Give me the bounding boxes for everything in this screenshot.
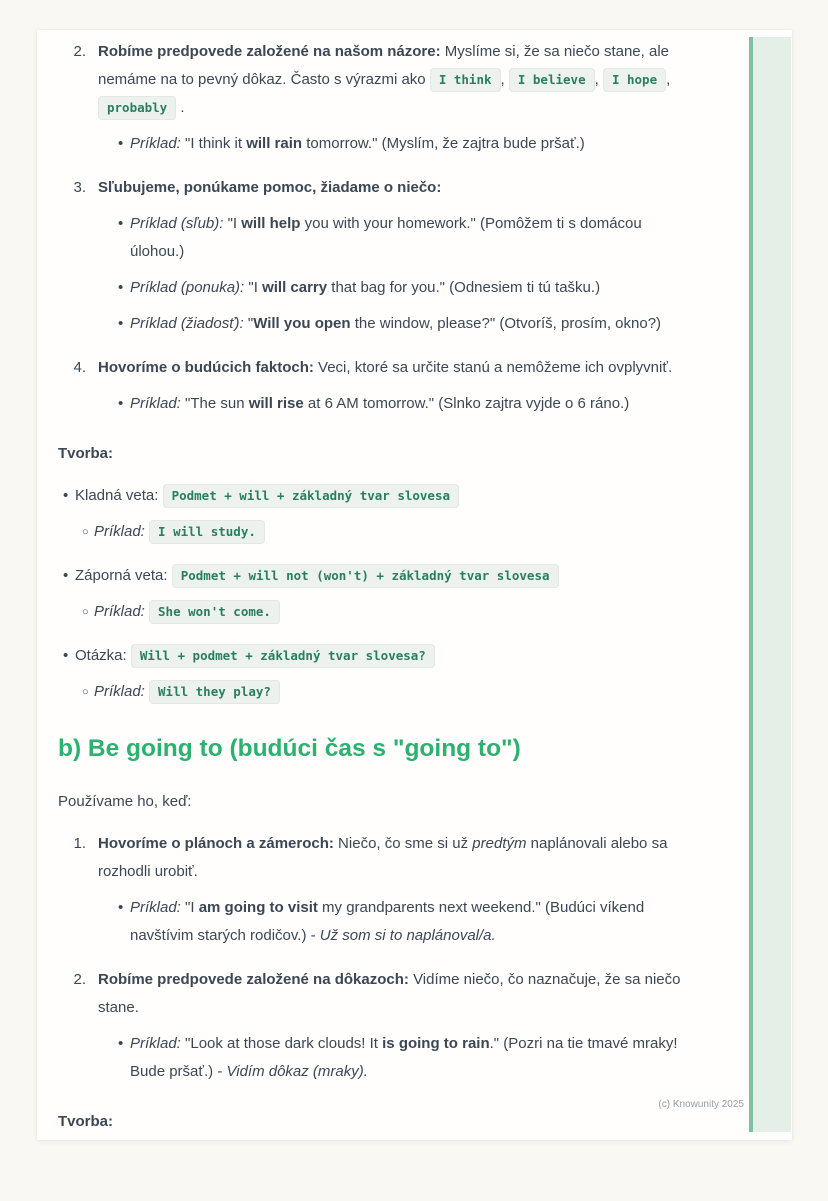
- example-bullet: [118, 310, 690, 338]
- bullet-text: [130, 210, 690, 266]
- disc-bullet-icon: •: [118, 315, 124, 332]
- disc-bullet-icon: •: [63, 487, 69, 504]
- section-heading: [58, 732, 690, 766]
- text-segment: Niečo, čo sme si už: [333, 835, 473, 852]
- bullet-text: [130, 274, 690, 302]
- list-item-row: [58, 482, 690, 510]
- disc-bullet-icon: •: [63, 567, 69, 584]
- text-segment: Príklad (sľub):: [130, 215, 224, 232]
- sub-list: [58, 518, 690, 546]
- bullet-text: [130, 1030, 690, 1086]
- text-segment: will carry: [262, 279, 328, 296]
- list-item-text: [75, 562, 690, 590]
- text-segment: my grandparents next weekend." (Budúci víkend navštívim starých rodičov.) -: [130, 899, 645, 944]
- code-chip: Podmet + will + základný tvar slovesa: [163, 484, 459, 508]
- numbered-list-item: [58, 174, 690, 338]
- list-item-text: [98, 174, 690, 202]
- disc-bullet-icon: •: [118, 215, 124, 232]
- text-segment: .: [176, 99, 185, 116]
- document-content: [37, 30, 792, 1136]
- list-number: 2.: [73, 43, 86, 60]
- list-number: 3.: [73, 179, 86, 196]
- bullet-text: [94, 518, 690, 546]
- example-bullet: [118, 894, 690, 950]
- text-segment: Používame ho, keď:: [58, 793, 192, 810]
- bullet-text: [94, 598, 690, 626]
- example-bullet: [118, 210, 690, 266]
- text-segment: Kladná veta:: [75, 487, 163, 504]
- text-segment: that bag for you." (Odnesiem ti tú tašku.): [327, 279, 601, 296]
- circle-bullet-icon: ○: [82, 686, 89, 698]
- disc-bullet-icon: •: [118, 899, 124, 916]
- text-segment: Robíme predpovede založené na dôkazoch:: [98, 971, 409, 988]
- text-segment: at 6 AM tomorrow." (Slnko zajtra vyjde o 6 ráno.): [303, 395, 630, 412]
- numbered-list-item: [58, 354, 690, 418]
- code-chip: I will study.: [149, 520, 265, 544]
- text-segment: will rain: [246, 135, 303, 152]
- text-segment: ": [243, 315, 254, 332]
- list-number: 1.: [73, 835, 86, 852]
- bullet-list-item: [58, 642, 690, 706]
- bullet-list-item: [58, 482, 690, 546]
- text-segment: Príklad:: [130, 395, 181, 412]
- example-bullet: [118, 390, 690, 418]
- text-segment: Myslíme si, že sa niečo stane, ale nemáme na to pevný dôkaz. Často s výrazmi ako: [98, 43, 670, 88]
- paragraph: [58, 788, 690, 816]
- text-segment: Robíme predpovede založené na našom názore:: [98, 43, 441, 60]
- bullet-text: [130, 310, 690, 338]
- text-segment: Otázka:: [75, 647, 131, 664]
- sub-list: [58, 1030, 690, 1086]
- text-segment: Tvorba:: [58, 1113, 114, 1130]
- list-item-text: [75, 482, 690, 510]
- disc-bullet-icon: •: [63, 647, 69, 664]
- text-segment: naplánovali alebo sa rozhodli urobiť.: [98, 835, 668, 880]
- code-chip: I think: [430, 68, 501, 92]
- code-chip: She won't come.: [149, 600, 280, 624]
- text-segment: Tvorba:: [58, 445, 114, 462]
- disc-bullet-icon: •: [118, 279, 124, 296]
- disc-bullet-icon: •: [118, 395, 124, 412]
- example-bullet: [118, 274, 690, 302]
- text-segment: ,: [666, 71, 671, 88]
- copyright-footer: (c) Knowunity 2025: [658, 1099, 744, 1110]
- text-segment: Príklad:: [130, 1035, 181, 1052]
- text-segment: "I: [223, 215, 242, 232]
- text-segment: Príklad:: [94, 683, 145, 700]
- document-page: [37, 30, 792, 1140]
- bullet-text: [94, 678, 690, 706]
- text-segment: b) Be going to (budúci čas s "going to"): [58, 735, 521, 762]
- text-segment: "Look at those dark clouds! It: [180, 1035, 383, 1052]
- text-segment: Záporná veta:: [75, 567, 172, 584]
- bullet-list-item: [58, 562, 690, 626]
- list-item-row: [58, 830, 690, 886]
- sub-list: [58, 130, 690, 158]
- text-segment: will help: [241, 215, 301, 232]
- numbered-list-item: [58, 966, 690, 1086]
- sub-list: [58, 390, 690, 418]
- circle-bullet-icon: ○: [82, 606, 89, 618]
- sub-list: [58, 678, 690, 706]
- bullet-text: [130, 894, 690, 950]
- text-segment: "I: [180, 899, 199, 916]
- text-segment: is going to rain: [382, 1035, 490, 1052]
- code-chip: Will they play?: [149, 680, 280, 704]
- list-item-row: [58, 354, 690, 382]
- list-item-text: [98, 966, 690, 1022]
- list-item-row: [58, 966, 690, 1022]
- text-segment: Príklad (ponuka):: [130, 279, 245, 296]
- text-segment: "I: [244, 279, 263, 296]
- text-segment: Vidíme niečo, čo naznačuje, že sa niečo stane.: [98, 971, 681, 1016]
- text-segment: predtým: [472, 835, 527, 852]
- list-item-text: [75, 642, 690, 670]
- example-bullet: [118, 1030, 690, 1086]
- bullet-text: [130, 130, 690, 158]
- text-segment: "I think it: [180, 135, 247, 152]
- example-bullet: [118, 130, 690, 158]
- list-item-row: [58, 562, 690, 590]
- text-segment: tomorrow." (Myslím, že zajtra bude pršať.): [302, 135, 585, 152]
- list-number: 4.: [73, 359, 86, 376]
- text-segment: "The sun: [180, 395, 249, 412]
- list-item-row: [58, 642, 690, 670]
- sub-list: [58, 210, 690, 338]
- paragraph: [58, 440, 690, 468]
- disc-bullet-icon: •: [118, 135, 124, 152]
- bullet-text: [130, 390, 690, 418]
- text-segment: Hovoríme o plánoch a zámeroch:: [98, 835, 334, 852]
- text-segment: Hovoríme o budúcich faktoch:: [98, 359, 314, 376]
- list-item-row: [58, 174, 690, 202]
- text-segment: Veci, ktoré sa určite stanú a nemôžeme ich ovplyvniť.: [313, 359, 673, 376]
- text-segment: Príklad (žiadosť):: [130, 315, 244, 332]
- list-item-text: [98, 38, 690, 122]
- example-bullet: [82, 678, 690, 706]
- paragraph: [58, 1108, 690, 1136]
- text-segment: ." (Pozri na tie tmavé mraky! Bude pršať.) -: [130, 1035, 678, 1080]
- list-number: 2.: [73, 971, 86, 988]
- text-segment: Už som si to naplánoval/a.: [319, 927, 496, 944]
- text-segment: you with your homework." (Pomôžem ti s domácou úlohou.): [130, 215, 642, 260]
- numbered-list-item: [58, 38, 690, 158]
- list-item-row: [58, 38, 690, 122]
- example-bullet: [82, 598, 690, 626]
- text-segment: will rise: [248, 395, 304, 412]
- code-chip: Podmet + will not (won't) + základný tvar slovesa: [172, 564, 559, 588]
- code-chip: probably: [98, 96, 176, 120]
- code-chip: I hope: [603, 68, 666, 92]
- text-segment: Príklad:: [130, 135, 181, 152]
- text-segment: Will you open: [253, 315, 351, 332]
- code-chip: Will + podmet + základný tvar slovesa?: [131, 644, 435, 668]
- page-accent-strip: [749, 37, 791, 1132]
- list-item-text: [98, 830, 690, 886]
- text-segment: Sľubujeme, ponúkame pomoc, žiadame o niečo:: [98, 179, 442, 196]
- sub-list: [58, 598, 690, 626]
- text-segment: Príklad:: [94, 523, 145, 540]
- text-segment: ,: [500, 71, 509, 88]
- circle-bullet-icon: ○: [82, 526, 89, 538]
- sub-list: [58, 894, 690, 950]
- numbered-list-item: [58, 830, 690, 950]
- example-bullet: [82, 518, 690, 546]
- text-segment: the window, please?" (Otvoríš, prosím, okno?): [350, 315, 662, 332]
- text-segment: Vidím dôkaz (mraky).: [226, 1063, 368, 1080]
- code-chip: I believe: [509, 68, 595, 92]
- list-item-text: [98, 354, 690, 382]
- text-segment: Príklad:: [94, 603, 145, 620]
- text-segment: Príklad:: [130, 899, 181, 916]
- text-segment: am going to visit: [198, 899, 318, 916]
- text-segment: ,: [594, 71, 603, 88]
- disc-bullet-icon: •: [118, 1035, 124, 1052]
